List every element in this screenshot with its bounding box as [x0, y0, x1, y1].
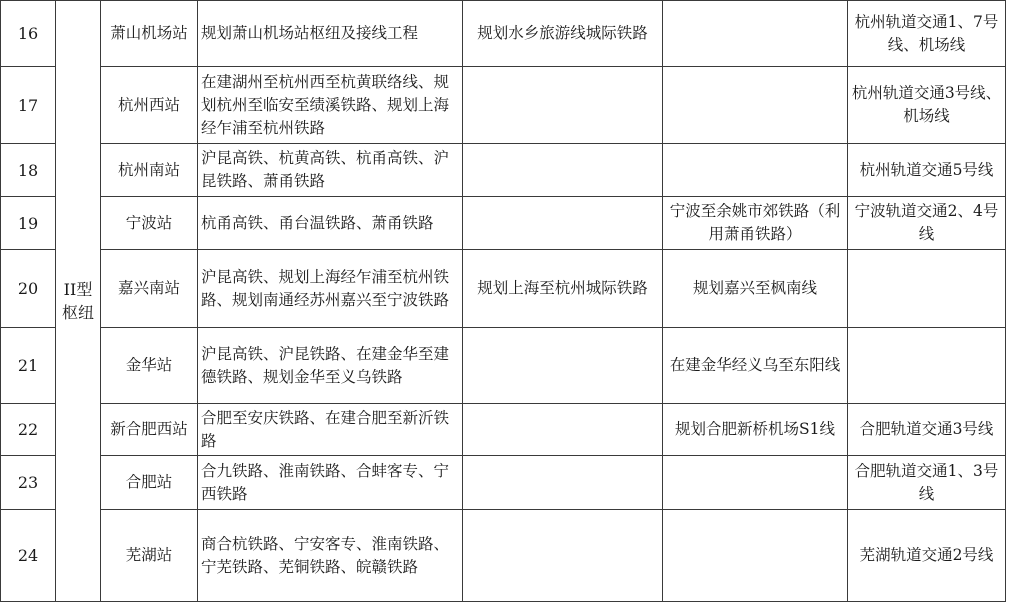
suburban-railway-cell	[663, 67, 848, 144]
row-number: 16	[1, 1, 56, 67]
national-railway-cell: 沪昆高铁、沪昆铁路、在建金华至建德铁路、规划金华至义乌铁路	[198, 328, 463, 404]
station-name: 芜湖站	[101, 510, 198, 602]
suburban-railway-cell: 在建金华经义乌至东阳线	[663, 328, 848, 404]
station-name: 合肥站	[101, 456, 198, 510]
urban-rail-cell: 合肥轨道交通3号线	[848, 404, 1006, 456]
intercity-railway-cell	[463, 328, 663, 404]
row-number: 18	[1, 144, 56, 197]
intercity-railway-cell: 规划水乡旅游线城际铁路	[463, 1, 663, 67]
suburban-railway-cell: 宁波至余姚市郊铁路（利用萧甬铁路）	[663, 197, 848, 250]
intercity-railway-cell	[463, 404, 663, 456]
national-railway-cell: 规划萧山机场站枢纽及接线工程	[198, 1, 463, 67]
row-number: 23	[1, 456, 56, 510]
national-railway-cell: 在建湖州至杭州西至杭黄联络线、规划杭州至临安至绩溪铁路、规划上海经乍浦至杭州铁路	[198, 67, 463, 144]
urban-rail-cell: 宁波轨道交通2、4号线	[848, 197, 1006, 250]
suburban-railway-cell	[663, 456, 848, 510]
station-name: 新合肥西站	[101, 404, 198, 456]
urban-rail-cell	[848, 250, 1006, 328]
national-railway-cell: 合肥至安庆铁路、在建合肥至新沂铁路	[198, 404, 463, 456]
row-number: 24	[1, 510, 56, 602]
station-name: 宁波站	[101, 197, 198, 250]
table-row	[1, 144, 1006, 197]
table-row	[1, 1, 1006, 67]
suburban-railway-cell: 规划嘉兴至枫南线	[663, 250, 848, 328]
intercity-railway-cell: 规划上海至杭州城际铁路	[463, 250, 663, 328]
row-number: 20	[1, 250, 56, 328]
table-row	[1, 510, 1006, 602]
intercity-railway-cell	[463, 197, 663, 250]
national-railway-cell: 沪昆高铁、杭黄高铁、杭甬高铁、沪昆铁路、萧甬铁路	[198, 144, 463, 197]
station-name: 杭州西站	[101, 67, 198, 144]
national-railway-cell: 合九铁路、淮南铁路、合蚌客专、宁西铁路	[198, 456, 463, 510]
table-row	[1, 404, 1006, 456]
station-name: 金华站	[101, 328, 198, 404]
table-row	[1, 456, 1006, 510]
national-railway-cell: 杭甬高铁、甬台温铁路、萧甬铁路	[198, 197, 463, 250]
table-row	[1, 67, 1006, 144]
table-row	[1, 328, 1006, 404]
urban-rail-cell	[848, 328, 1006, 404]
suburban-railway-cell	[663, 510, 848, 602]
intercity-railway-cell	[463, 144, 663, 197]
station-name: 杭州南站	[101, 144, 198, 197]
suburban-railway-cell	[663, 144, 848, 197]
row-number: 21	[1, 328, 56, 404]
intercity-railway-cell	[463, 510, 663, 602]
urban-rail-cell: 杭州轨道交通1、7号线、机场线	[848, 1, 1006, 67]
table-row	[1, 197, 1006, 250]
suburban-railway-cell	[663, 1, 848, 67]
intercity-railway-cell	[463, 456, 663, 510]
table-row	[1, 250, 1006, 328]
station-name: 嘉兴南站	[101, 250, 198, 328]
national-railway-cell: 沪昆高铁、规划上海经乍浦至杭州铁路、规划南通经苏州嘉兴至宁波铁路	[198, 250, 463, 328]
row-number: 22	[1, 404, 56, 456]
urban-rail-cell: 合肥轨道交通1、3号线	[848, 456, 1006, 510]
urban-rail-cell: 杭州轨道交通5号线	[848, 144, 1006, 197]
row-number: 19	[1, 197, 56, 250]
urban-rail-cell: 杭州轨道交通3号线、机场线	[848, 67, 1006, 144]
intercity-railway-cell	[463, 67, 663, 144]
hub-type-cell: II型 枢纽	[56, 1, 101, 602]
urban-rail-cell: 芜湖轨道交通2号线	[848, 510, 1006, 602]
suburban-railway-cell: 规划合肥新桥机场S1线	[663, 404, 848, 456]
row-number: 17	[1, 67, 56, 144]
station-name: 萧山机场站	[101, 1, 198, 67]
national-railway-cell: 商合杭铁路、宁安客专、淮南铁路、宁芜铁路、芜铜铁路、皖赣铁路	[198, 510, 463, 602]
